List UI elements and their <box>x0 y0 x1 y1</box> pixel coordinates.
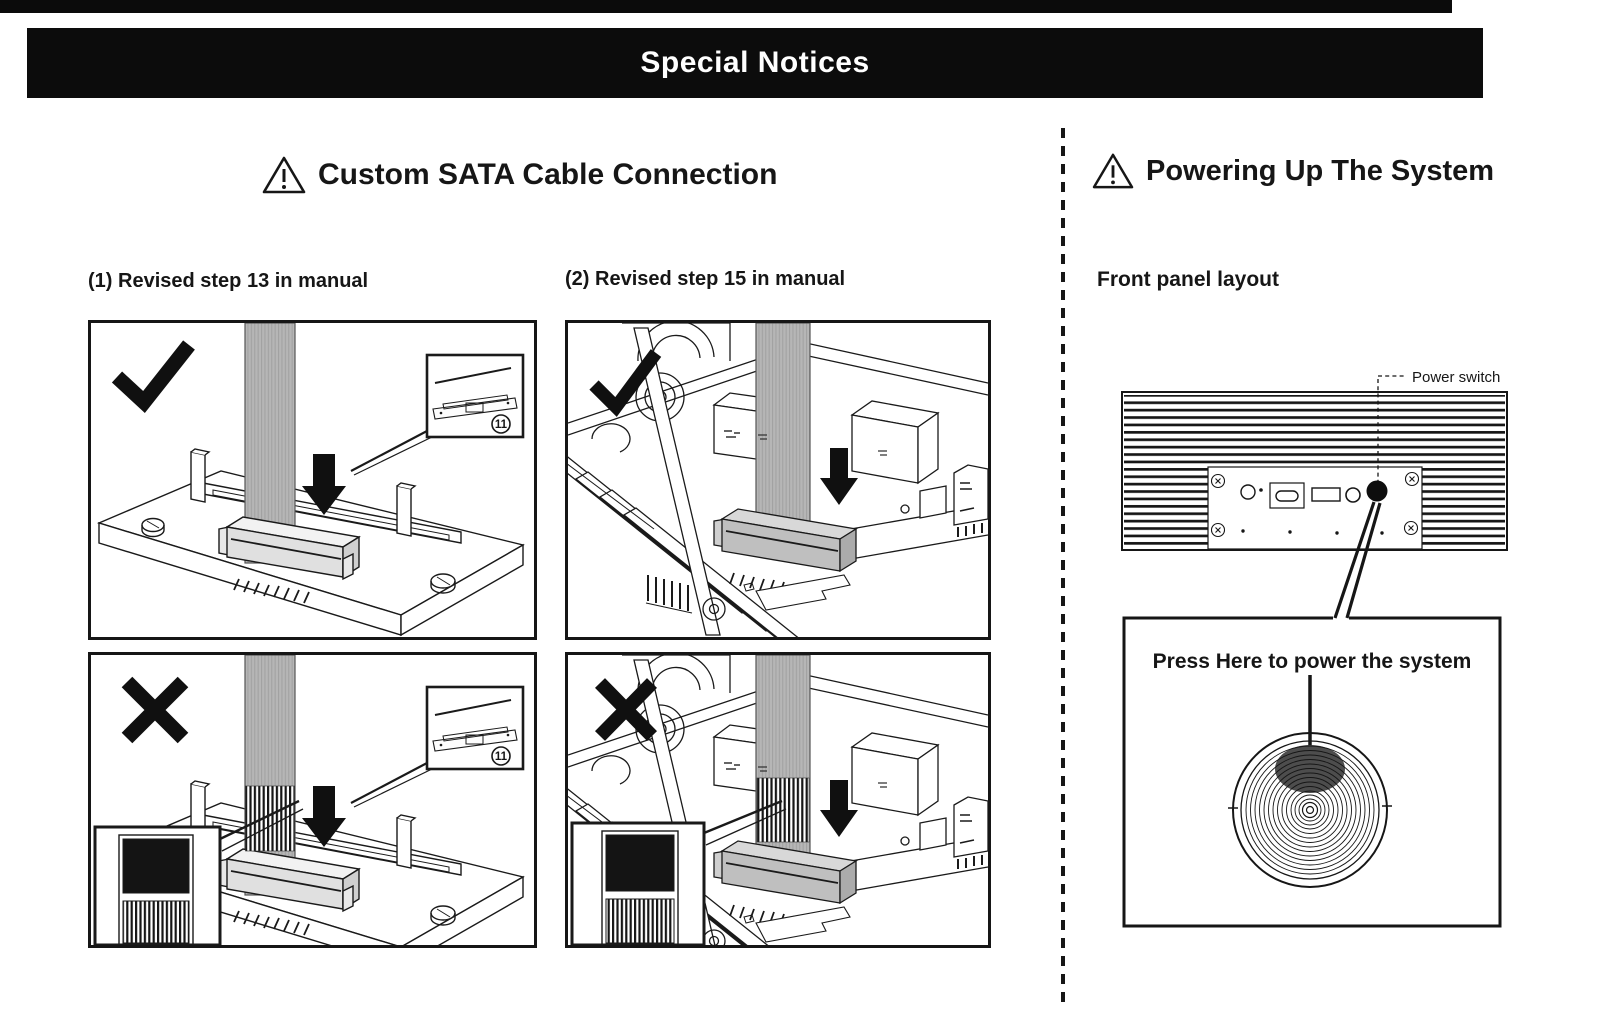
exposed-cable-contacts <box>246 786 295 851</box>
warning-triangle-icon <box>1092 152 1134 190</box>
right-section-title-text: Powering Up The System <box>1146 154 1495 187</box>
page-top-edge <box>0 0 1452 13</box>
power-switch-dot <box>1367 481 1388 502</box>
vent-stripes <box>1124 395 1505 467</box>
left-section-title <box>262 155 777 195</box>
press-instruction: Press Here to power the system <box>1152 650 1472 673</box>
figure2-label: (2) Revised step 15 in manual <box>565 268 846 290</box>
figure1-incorrect-panel <box>88 652 537 948</box>
section-divider <box>1061 128 1065 1010</box>
right-section-title <box>1092 152 1494 190</box>
power-switch-label: Power switch <box>1412 369 1501 386</box>
front-panel-illustration <box>1090 355 1510 940</box>
figure1-correct-panel <box>88 320 537 640</box>
x-mark-icon <box>600 683 652 736</box>
io-panel <box>1208 467 1422 549</box>
warning-triangle-icon <box>262 155 306 195</box>
figure2-correct-panel <box>565 320 991 640</box>
figure1-label: (1) Revised step 13 in manual <box>88 270 369 292</box>
x-mark-icon <box>127 682 183 738</box>
press-spot <box>1275 745 1345 793</box>
banner-title: Special Notices <box>640 46 870 79</box>
figure2-incorrect-panel <box>565 652 991 948</box>
front-panel-label: Front panel layout <box>1097 268 1280 291</box>
banner <box>27 28 1483 98</box>
checkmark-icon <box>117 345 189 402</box>
left-section-title-text: Custom SATA Cable Connection <box>318 158 778 191</box>
